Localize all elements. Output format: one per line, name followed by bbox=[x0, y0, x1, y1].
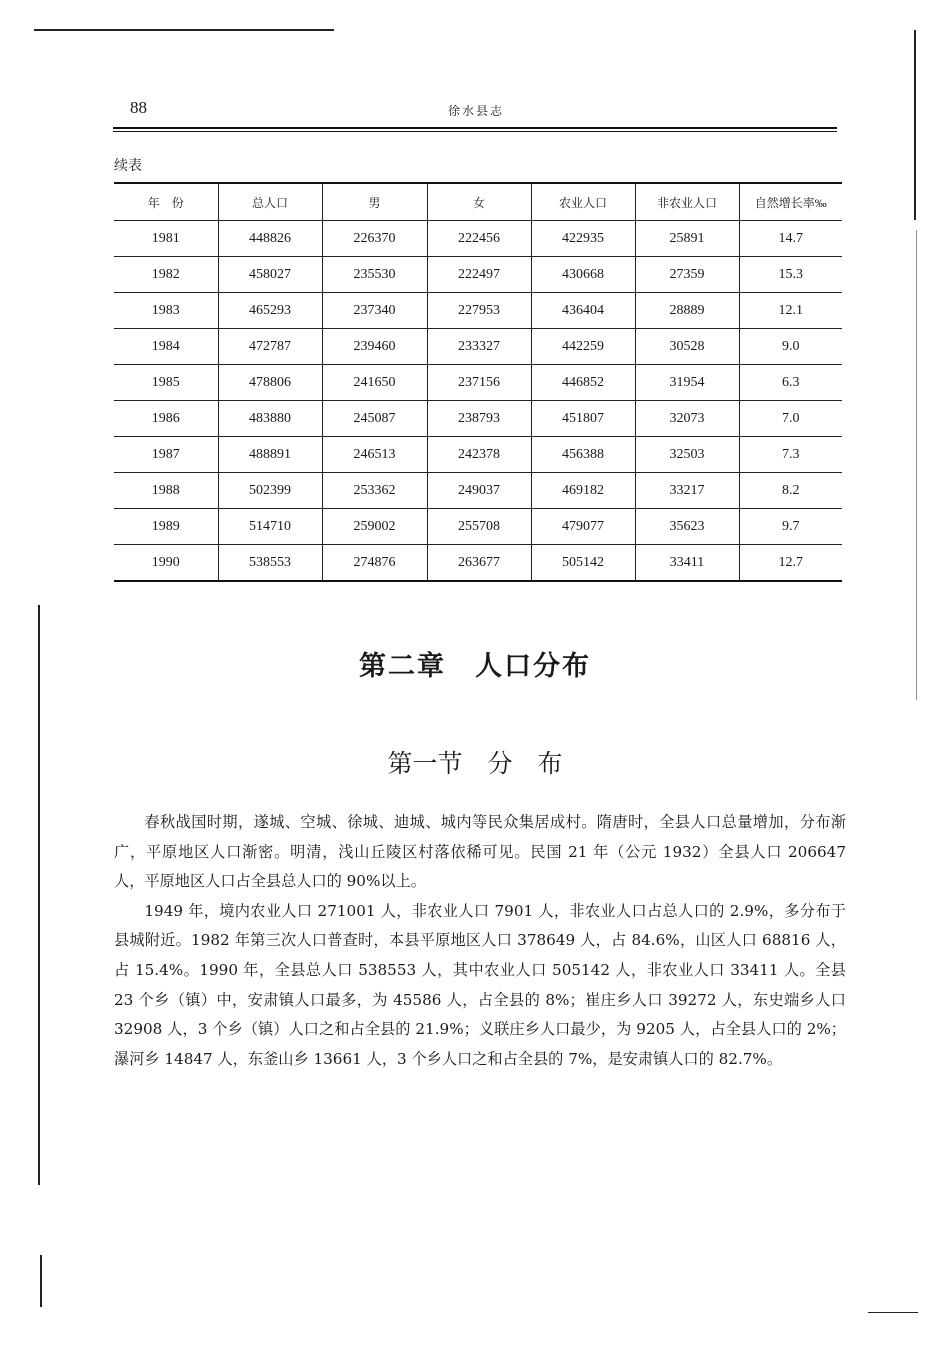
table-cell: 246513 bbox=[322, 437, 427, 473]
table-cell: 237340 bbox=[322, 293, 427, 329]
table-cell: 514710 bbox=[218, 509, 322, 545]
table-cell: 9.0 bbox=[739, 329, 842, 365]
table-cell: 35623 bbox=[635, 509, 739, 545]
table-cell: 1983 bbox=[114, 293, 218, 329]
section-title: 第一节 分 布 bbox=[387, 749, 563, 778]
table-cell: 222497 bbox=[427, 257, 531, 293]
column-header-agricultural: 农业人口 bbox=[531, 183, 635, 221]
table-cell: 238793 bbox=[427, 401, 531, 437]
scan-edge-line-bottom bbox=[868, 1312, 918, 1313]
table-cell: 430668 bbox=[531, 257, 635, 293]
scan-edge-line-left-bottom bbox=[40, 1255, 42, 1307]
table-cell: 233327 bbox=[427, 329, 531, 365]
table-cell: 30528 bbox=[635, 329, 739, 365]
table-cell: 249037 bbox=[427, 473, 531, 509]
table-row bbox=[114, 509, 842, 545]
table-cell: 15.3 bbox=[739, 257, 842, 293]
table-cell: 458027 bbox=[218, 257, 322, 293]
body-text bbox=[114, 808, 846, 1074]
column-header-total-population: 总人口 bbox=[218, 183, 322, 221]
table-cell: 239460 bbox=[322, 329, 427, 365]
table-cell: 422935 bbox=[531, 221, 635, 257]
continued-table-label: 续表 bbox=[114, 158, 142, 174]
paragraph: 1949 年，境内农业人口 271001 人，非农业人口 7901 人，非农业人口占总人口的 2.9%，多分布于县城附近。1982 年第三次人口普查时，本县平原地区人口 378649 人，占 84.6%，山区人口 68816 人，占 15.4%。1990 年，全县总人口 538553 人，其中农业人口 505142 人，非农业人口 33411 人。全县 23 个乡（镇）中，安肃镇人口最多，为 45586 人，占全县的 8%；崔庄乡人口 39272 人，东史端乡人口 32908 人，3 个乡（镇）人口之和占全县的 21.9%；义联庄乡人口最少，为 9205 人，占全县人口的 2%；瀑河乡 14847 人，东釜山乡 13661 人，3 个乡人口之和占全县的 7%，是安肃镇人口的 82.7%。 bbox=[114, 901, 846, 1068]
table-cell: 9.7 bbox=[739, 509, 842, 545]
table-row bbox=[114, 221, 842, 257]
table-cell: 7.3 bbox=[739, 437, 842, 473]
table-cell: 1990 bbox=[114, 545, 218, 582]
table-cell: 226370 bbox=[322, 221, 427, 257]
table-cell: 12.7 bbox=[739, 545, 842, 582]
table-cell: 1989 bbox=[114, 509, 218, 545]
table-cell: 505142 bbox=[531, 545, 635, 582]
table-cell: 479077 bbox=[531, 509, 635, 545]
table-cell: 227953 bbox=[427, 293, 531, 329]
table-cell: 436404 bbox=[531, 293, 635, 329]
table-cell: 7.0 bbox=[739, 401, 842, 437]
table-cell: 222456 bbox=[427, 221, 531, 257]
table-cell: 1984 bbox=[114, 329, 218, 365]
table-cell: 456388 bbox=[531, 437, 635, 473]
page-number: 88 bbox=[130, 98, 147, 117]
table-cell: 28889 bbox=[635, 293, 739, 329]
table-row bbox=[114, 365, 842, 401]
population-table bbox=[114, 182, 842, 582]
table-cell: 255708 bbox=[427, 509, 531, 545]
table-row bbox=[114, 293, 842, 329]
table-cell: 1985 bbox=[114, 365, 218, 401]
table-cell: 1981 bbox=[114, 221, 218, 257]
table-cell: 1987 bbox=[114, 437, 218, 473]
table-row bbox=[114, 329, 842, 365]
table-cell: 33217 bbox=[635, 473, 739, 509]
table-cell: 502399 bbox=[218, 473, 322, 509]
scan-edge-line-top bbox=[34, 29, 334, 31]
table-cell: 12.1 bbox=[739, 293, 842, 329]
table-cell: 8.2 bbox=[739, 473, 842, 509]
table-cell: 253362 bbox=[322, 473, 427, 509]
column-header-year: 年 份 bbox=[114, 183, 218, 221]
table-row bbox=[114, 401, 842, 437]
table-cell: 1988 bbox=[114, 473, 218, 509]
scan-edge-line-left bbox=[38, 605, 40, 1185]
header-rule bbox=[113, 127, 837, 129]
running-header bbox=[115, 96, 837, 126]
table-cell: 27359 bbox=[635, 257, 739, 293]
table-cell: 472787 bbox=[218, 329, 322, 365]
scan-edge-line-right bbox=[914, 30, 916, 220]
table-cell: 259002 bbox=[322, 509, 427, 545]
table-cell: 1982 bbox=[114, 257, 218, 293]
table-cell: 6.3 bbox=[739, 365, 842, 401]
chapter-title: 第二章 人口分布 bbox=[359, 651, 591, 682]
table-cell: 488891 bbox=[218, 437, 322, 473]
table-cell: 242378 bbox=[427, 437, 531, 473]
table-header-row bbox=[114, 183, 842, 221]
table-cell: 235530 bbox=[322, 257, 427, 293]
table-cell: 442259 bbox=[531, 329, 635, 365]
table-cell: 31954 bbox=[635, 365, 739, 401]
table-cell: 25891 bbox=[635, 221, 739, 257]
table-row bbox=[114, 257, 842, 293]
table-cell: 465293 bbox=[218, 293, 322, 329]
table-cell: 451807 bbox=[531, 401, 635, 437]
book-title: 徐水县志 bbox=[447, 104, 504, 118]
table-row bbox=[114, 437, 842, 473]
table-cell: 241650 bbox=[322, 365, 427, 401]
column-header-growth-rate: 自然增长率‰ bbox=[739, 183, 842, 221]
table-cell: 32503 bbox=[635, 437, 739, 473]
table-cell: 1986 bbox=[114, 401, 218, 437]
table-cell: 448826 bbox=[218, 221, 322, 257]
table-cell: 446852 bbox=[531, 365, 635, 401]
column-header-non-agricultural: 非农业人口 bbox=[635, 183, 739, 221]
table-cell: 245087 bbox=[322, 401, 427, 437]
table-cell: 469182 bbox=[531, 473, 635, 509]
table-cell: 14.7 bbox=[739, 221, 842, 257]
column-header-female: 女 bbox=[427, 183, 531, 221]
table-cell: 538553 bbox=[218, 545, 322, 582]
table-cell: 478806 bbox=[218, 365, 322, 401]
table-row bbox=[114, 473, 842, 509]
header-rule-thin bbox=[113, 131, 837, 132]
column-header-male: 男 bbox=[322, 183, 427, 221]
paragraph: 春秋战国时期，遂城、空城、徐城、迪城、城内等民众集居成村。隋唐时，全县人口总量增加，分布渐广，平原地区人口渐密。明清，浅山丘陵区村落依稀可见。民国 21 年（公元 1932）全县人口 206647 人，平原地区人口占全县总人口的 90%以上。 bbox=[114, 813, 846, 891]
table-cell: 263677 bbox=[427, 545, 531, 582]
table-cell: 32073 bbox=[635, 401, 739, 437]
table-row bbox=[114, 545, 842, 582]
table-cell: 237156 bbox=[427, 365, 531, 401]
table-cell: 483880 bbox=[218, 401, 322, 437]
scan-edge-line-right-lower bbox=[916, 230, 917, 700]
table-cell: 33411 bbox=[635, 545, 739, 582]
table-cell: 274876 bbox=[322, 545, 427, 582]
